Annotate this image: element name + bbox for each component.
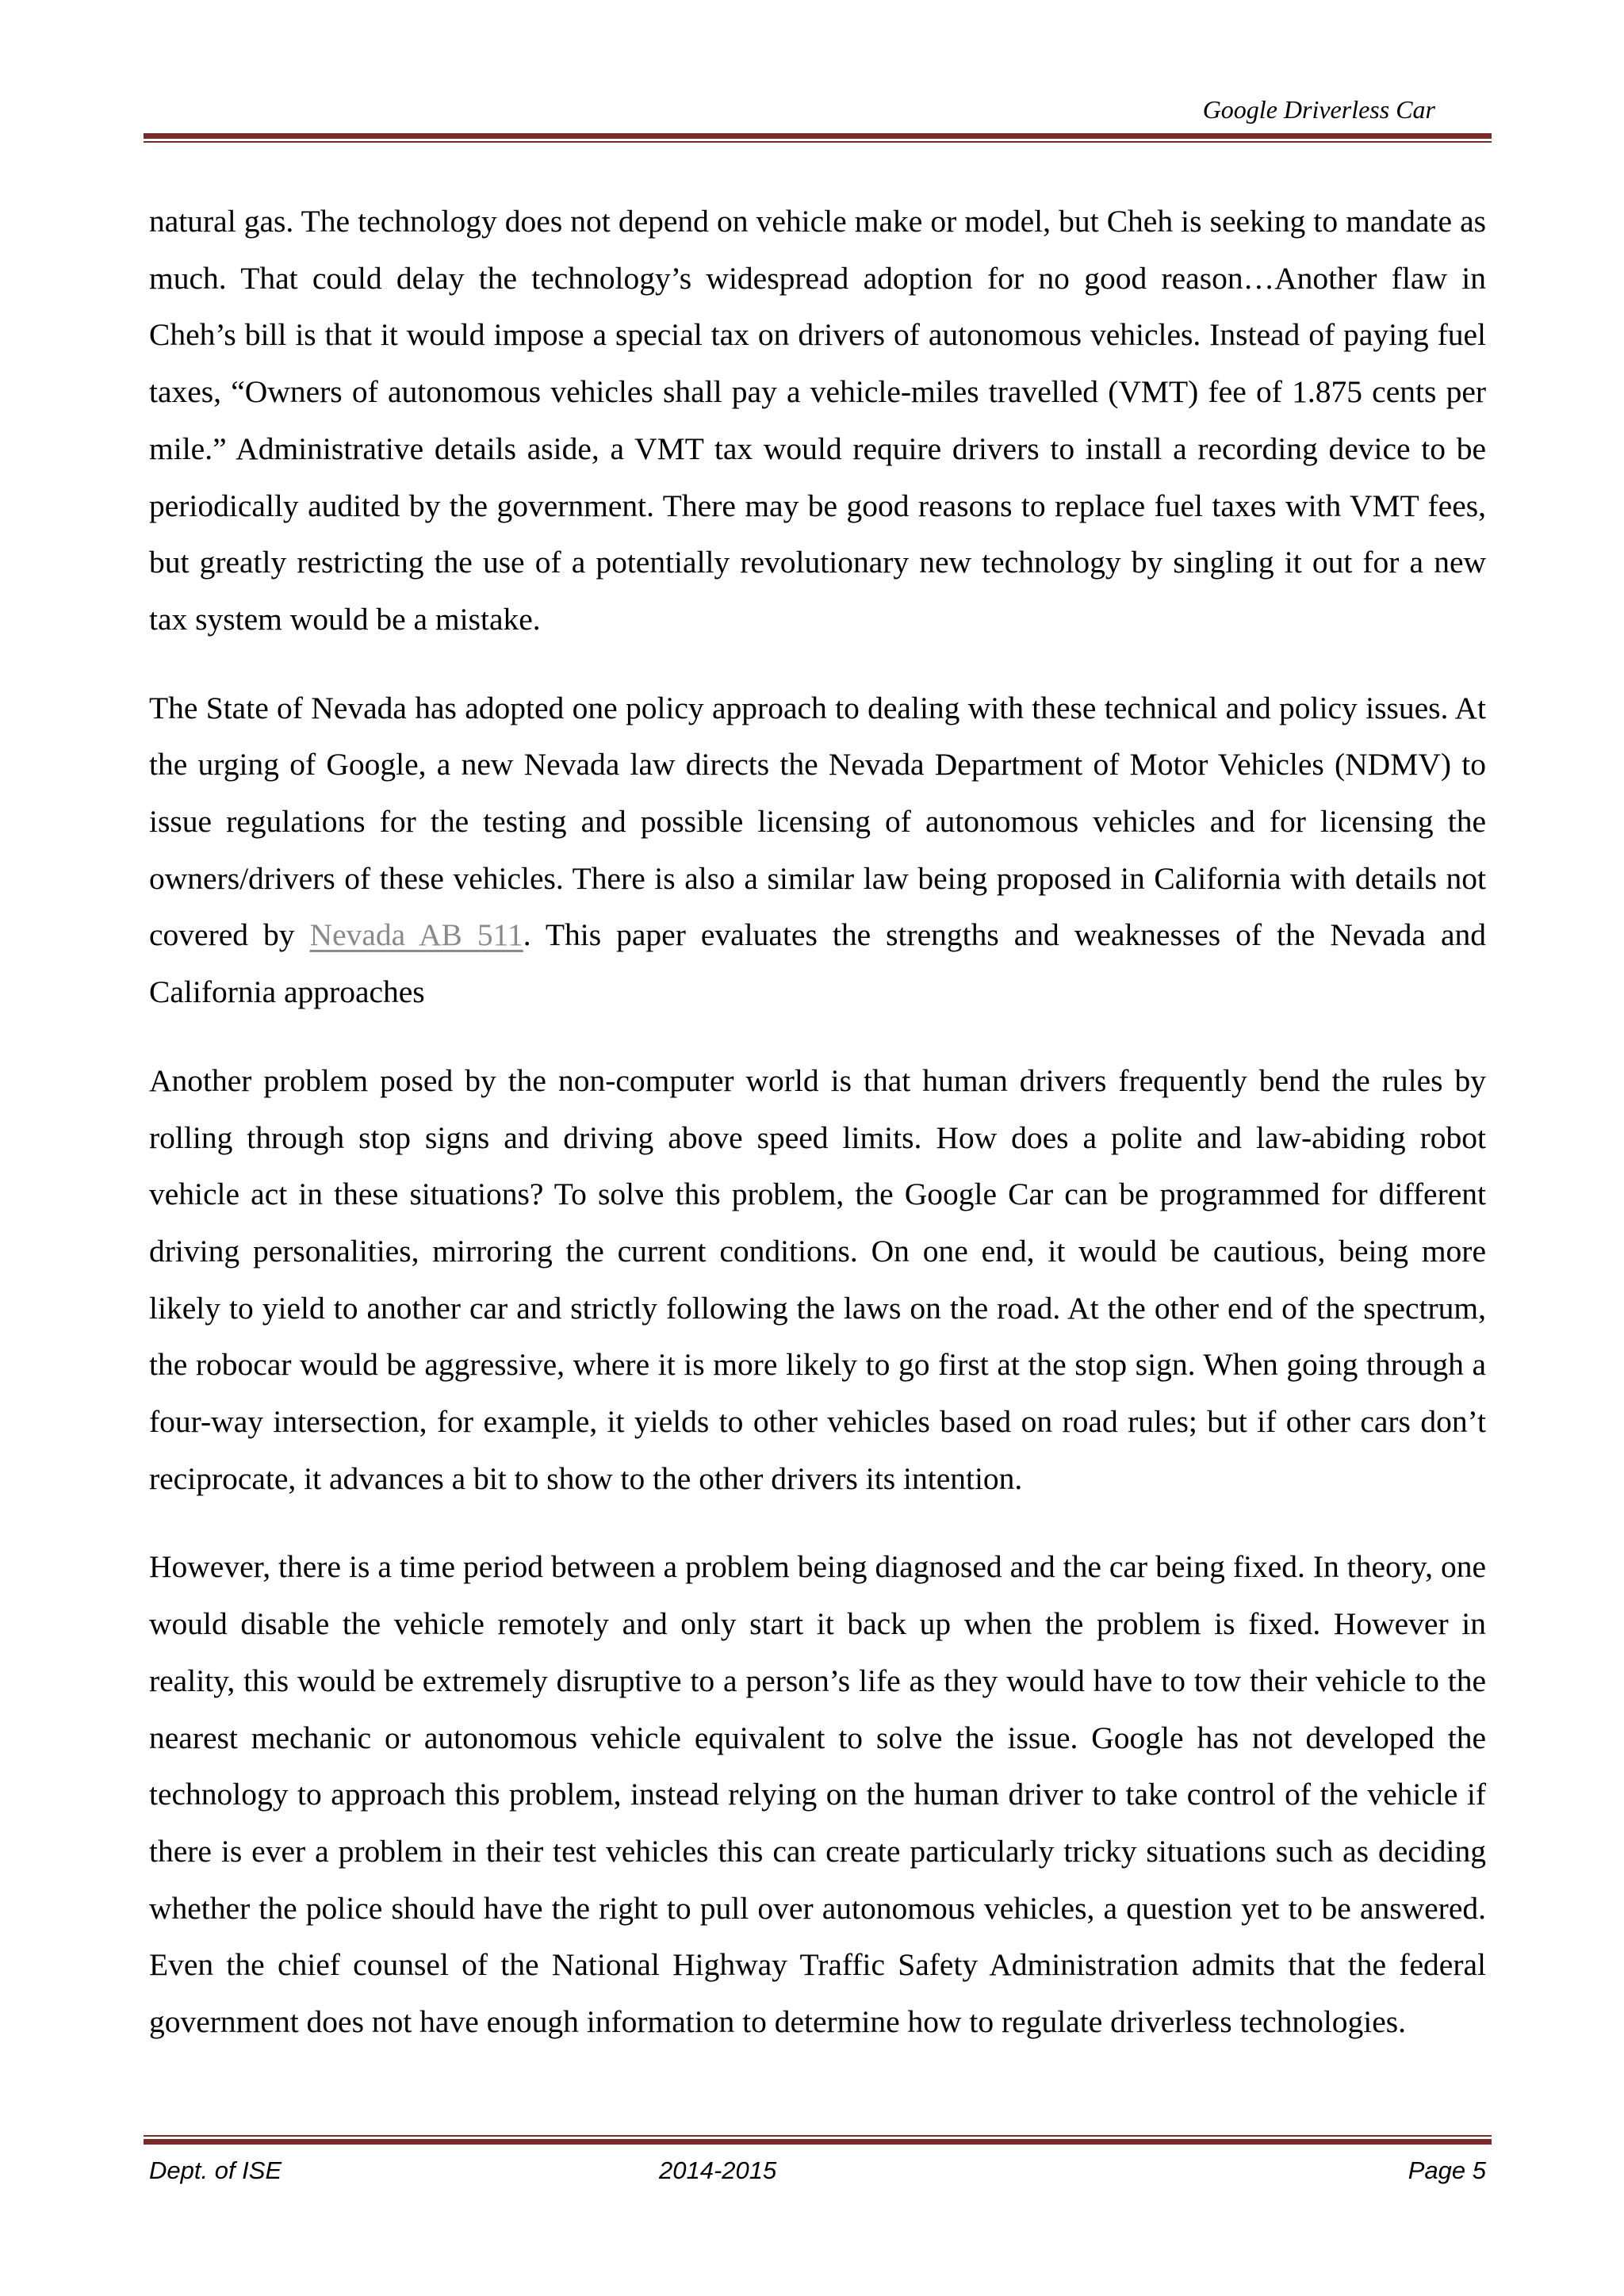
paragraph-2-text-start: The State of Nevada has adopted one policy approach to dealing with these technical and policy issues. At the urging of Google, a new Nevada law directs the Nevada Department of Motor Vehicles (NDMV) to issue regulations for the testing and possible licensing of autonomous vehicles and for licensing the owners/drivers of these vehicles. There is also a similar law being proposed in California with details not covered by (149, 690, 1486, 953)
paragraph-1: natural gas. The technology does not depend on vehicle make or model, but Cheh is seeking to mandate as much. That could delay the technology’s widespread adoption for no good reason…Another flaw in Cheh’s bill is that it would impose a special tax on drivers of autonomous vehicles. Instead of paying fuel taxes, “Owners of autonomous vehicles shall pay a vehicle-miles travelled (VMT) fee of 1.875 cents per mile.” Administrative details aside, a VMT tax would require drivers to install a recording device to be periodically audited by the government. There may be good reasons to replace fuel taxes with VMT fees, but greatly restricting the use of a potentially revolutionary new technology by singling it out for a new tax system would be a mistake. (149, 204, 1486, 637)
paragraph-2 (149, 680, 1486, 1021)
paragraph-3: Another problem posed by the non-computer world is that human drivers frequently bend the rules by rolling through stop signs and driving above speed limits. How does a polite and law-abiding robot vehicle act in these situations? To solve this problem, the Google Car can be programmed for different driving personalities, mirroring the current conditions. On one end, it would be cautious, being more likely to yield to another car and strictly following the laws on the road. At the other end of the spectrum, the robocar would be aggressive, where it is more likely to go first at the stop sign. When going through a four-way intersection, for example, it yields to other vehicles based on road rules; but if other cars don’t reciprocate, it advances a bit to show to the other drivers its intention. (149, 1062, 1486, 1496)
page-footer (149, 2153, 1486, 2188)
header-rule-thin-line (144, 141, 1492, 143)
nevada-ab-511-link[interactable]: Nevada AB 511 (309, 917, 523, 953)
footer-department: Dept. of ISE (149, 2156, 282, 2184)
footer-page-number: Page 5 (1408, 2156, 1486, 2184)
body-text (149, 193, 1486, 2083)
header-title: Google Driverless Car (1202, 95, 1435, 124)
footer-year: 2014-2015 (659, 2156, 777, 2184)
footer-rule-thick-line (144, 2139, 1492, 2145)
paragraph-4: However, there is a time period between a problem being diagnosed and the car being fixed. In theory, one would disable the vehicle remotely and only start it back up when the problem is fixed. However in reality, this would be extremely disruptive to a person’s life as they would have to tow their vehicle to the nearest mechanic or autonomous vehicle equivalent to solve the issue. Google has not developed the technology to approach this problem, instead relying on the human driver to take control of the vehicle if there is ever a problem in their test vehicles this can create particularly tricky situations such as deciding whether the police should have the right to pull over autonomous vehicles, a question yet to be answered. Even the chief counsel of the National Highway Traffic Safety Administration admits that the federal government does not have enough information to determine how to regulate driverless technologies. (149, 1549, 1486, 2040)
header-rule (144, 133, 1492, 143)
footer-rule (144, 2135, 1492, 2145)
footer-rule-thin-line (144, 2135, 1492, 2137)
header-rule-thick-line (144, 133, 1492, 139)
paragraph-2-text-end: . This paper evaluates the strengths and weaknesses of the Nevada and California approaches (149, 917, 1486, 1010)
